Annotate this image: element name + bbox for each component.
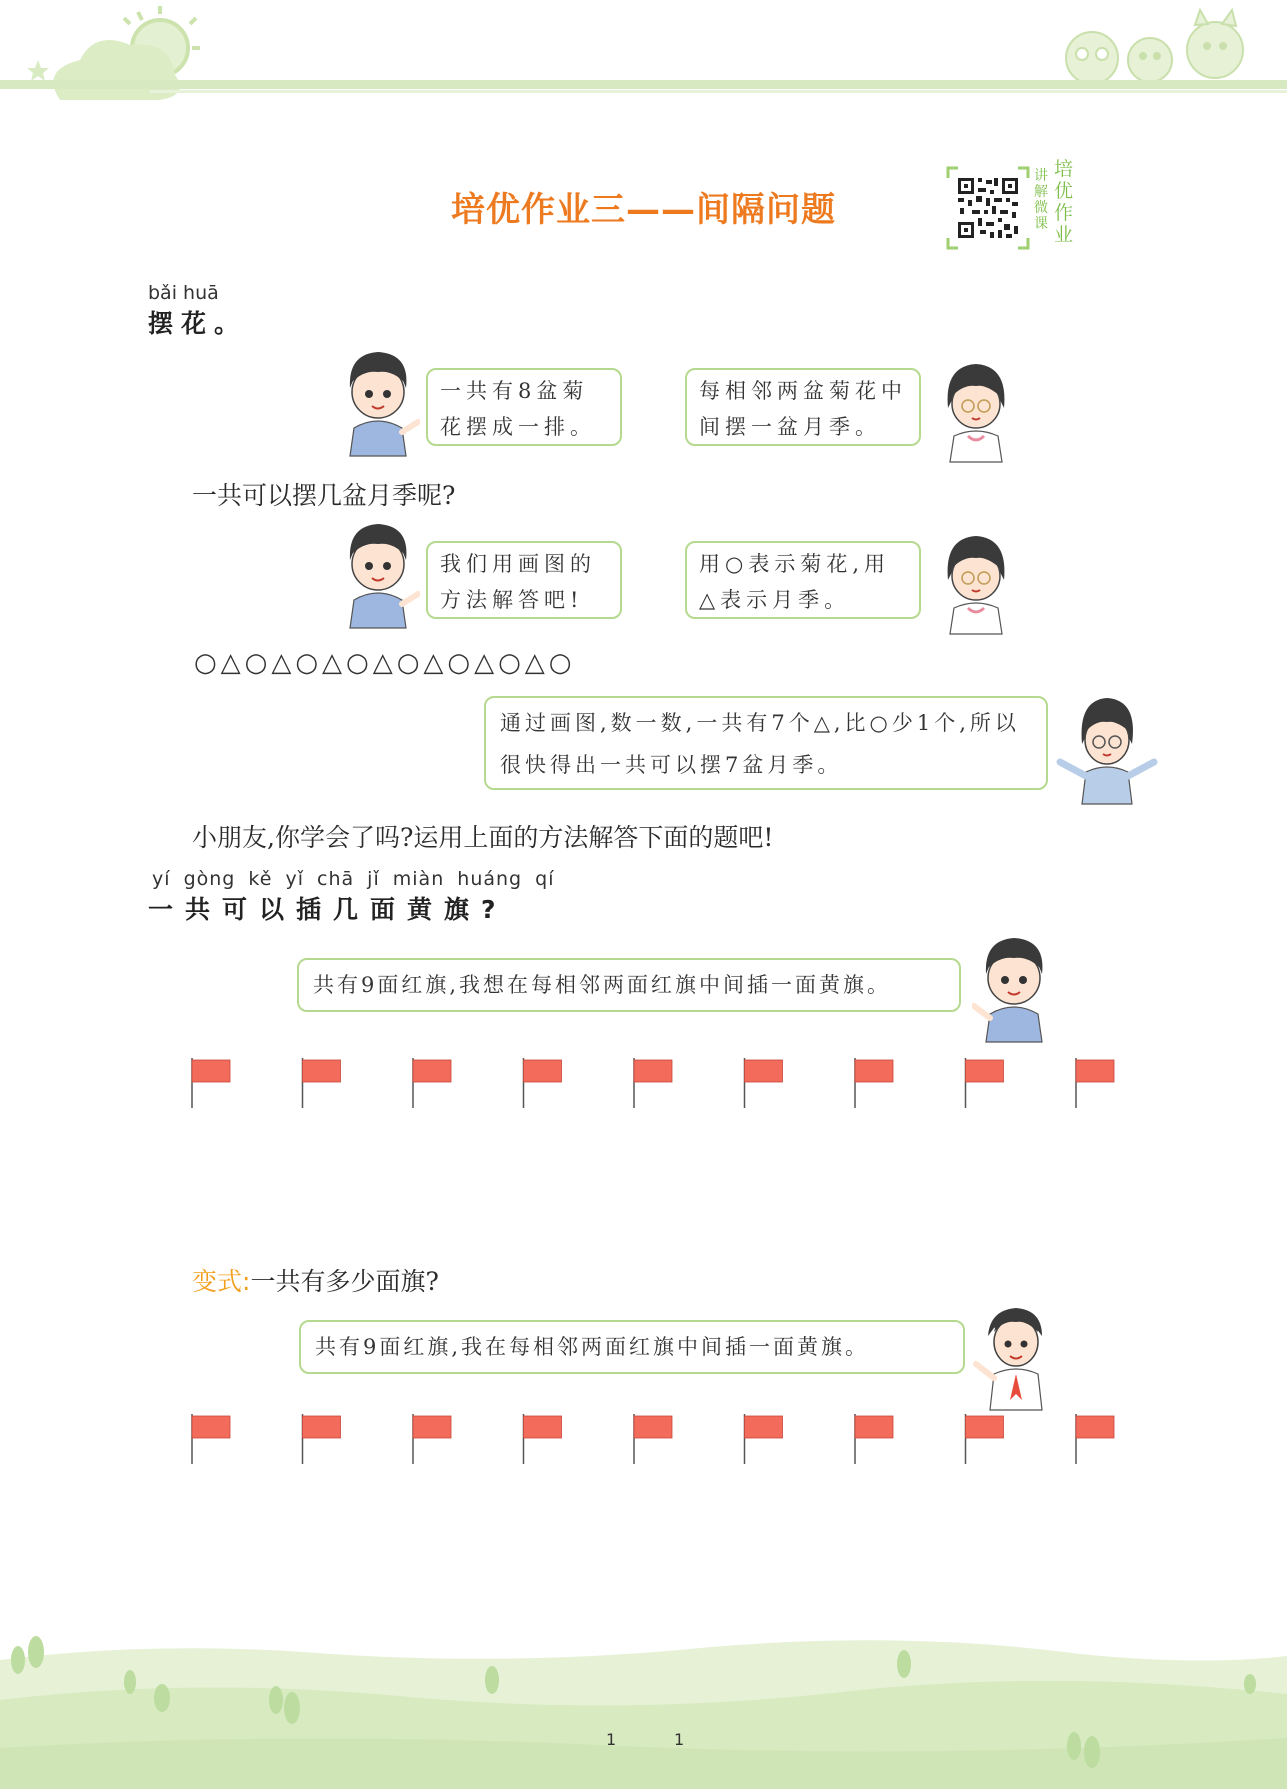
red-flag-icon — [966, 1414, 1004, 1464]
speech-bubble-teacher — [484, 696, 1048, 790]
speech-text: 每相邻两盆菊花中间摆一盆月季。 — [699, 379, 907, 439]
page-number-left: 1 — [606, 1730, 617, 1749]
red-flag-icon — [524, 1414, 562, 1464]
variant-question: 一共有多少面旗? — [250, 1267, 439, 1296]
boy-character-3 — [972, 934, 1056, 1046]
section2-heading: 一共可以插几面黄旗? — [148, 895, 508, 924]
speech-text: 共有9面红旗,我想在每相邻两面红旗中间插一面黄旗。 — [313, 973, 892, 997]
animal-faces-icon — [1066, 10, 1243, 84]
speech-text: 通过画图,数一数,一共有7个△,比○少1个,所以很快得出一共可以摆7盆月季。 — [500, 711, 1020, 777]
red-flags-row — [180, 1056, 1120, 1116]
qr-label-small: 讲解微课 — [1034, 168, 1048, 232]
red-flag-icon — [634, 1414, 672, 1464]
header-decoration — [0, 0, 1287, 120]
speech-bubble-boy-1 — [426, 368, 622, 446]
speech-text: 用○表示菊花,用△表示月季。 — [699, 552, 890, 612]
red-flag-icon — [192, 1058, 230, 1108]
red-flag-icon — [413, 1414, 451, 1464]
red-flag-icon — [524, 1058, 562, 1108]
variant-line — [192, 1262, 439, 1298]
red-flag-icon — [303, 1414, 341, 1464]
circle-triangle-diagram: ○△○△○△○△○△○△○△○ — [194, 648, 576, 678]
section1-question: 一共可以摆几盆月季呢? — [192, 481, 456, 510]
girl-character-2 — [940, 532, 1012, 636]
section1-pinyin: bǎi huā — [148, 282, 219, 304]
speech-bubble-section2 — [297, 958, 961, 1012]
red-flag-icon — [1076, 1414, 1114, 1464]
girl-character-1 — [940, 360, 1012, 464]
qr-code[interactable] — [946, 166, 1030, 250]
red-flag-icon — [1076, 1058, 1114, 1108]
red-flags-row-variant — [180, 1412, 1120, 1472]
red-flag-icon — [413, 1058, 451, 1108]
qr-label-large: 培优作业 — [1054, 158, 1074, 246]
speech-bubble-girl-1 — [685, 368, 921, 446]
red-flag-icon — [966, 1058, 1004, 1108]
speech-text: 共有9面红旗,我在每相邻两面红旗中间插一面黄旗。 — [315, 1335, 870, 1359]
red-flag-icon — [745, 1058, 783, 1108]
header-line — [0, 80, 1287, 89]
boy-character-2 — [336, 520, 420, 632]
page-number-right: 1 — [674, 1730, 685, 1749]
section1-prompt: 小朋友,你学会了吗?运用上面的方法解答下面的题吧! — [192, 823, 774, 852]
red-flag-icon — [303, 1058, 341, 1108]
speech-bubble-boy-2 — [426, 541, 622, 619]
red-flag-icon — [192, 1414, 230, 1464]
boy-character-4 — [972, 1302, 1056, 1414]
speech-text: 一共有8盆菊花摆成一排。 — [440, 379, 596, 439]
speech-text: 我们用画图的方法解答吧! — [440, 552, 596, 612]
teacher-character — [1052, 694, 1162, 806]
variant-label: 变式: — [192, 1267, 251, 1296]
boy-character-1 — [336, 348, 420, 460]
red-flag-icon — [634, 1058, 672, 1108]
footer-landscape — [0, 1620, 1287, 1789]
star-icon — [27, 60, 49, 81]
speech-bubble-girl-2 — [685, 541, 921, 619]
page-title: 培优作业三——间隔问题 — [451, 190, 836, 230]
red-flag-icon — [745, 1414, 783, 1464]
speech-bubble-section3 — [299, 1320, 965, 1374]
header-line-secondary — [150, 90, 1287, 93]
red-flag-icon — [855, 1058, 893, 1108]
section2-pinyin: yí gòng kě yǐ chā jǐ miàn huáng qí — [152, 868, 555, 890]
section1-heading: 摆花。 — [148, 309, 248, 338]
red-flag-icon — [855, 1414, 893, 1464]
